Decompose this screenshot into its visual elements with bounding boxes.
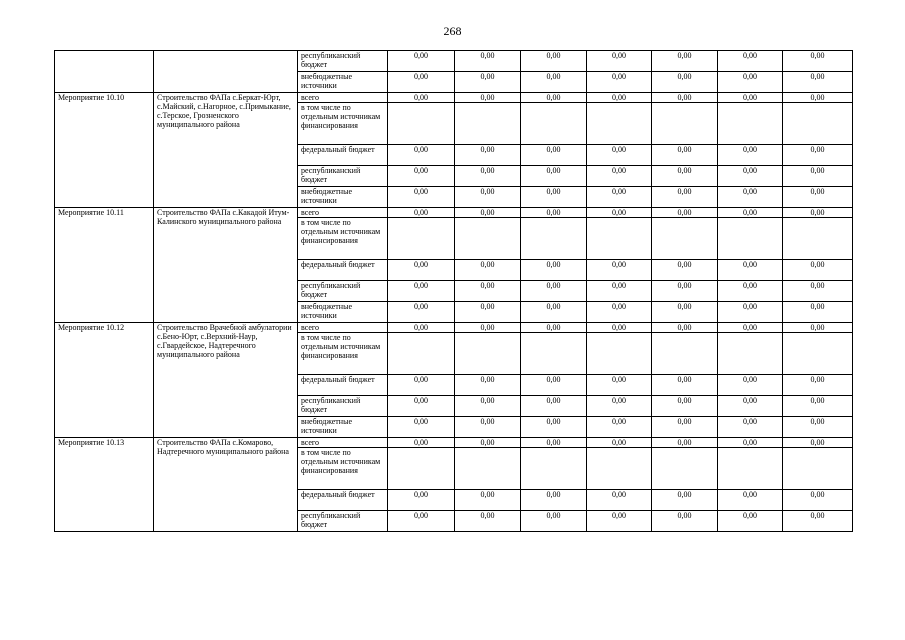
value-cell: 0,00	[587, 72, 652, 93]
value-cell: 0,00	[783, 396, 853, 417]
funding-source-cell: внебюджетные источники	[298, 72, 388, 93]
value-cell: 0,00	[587, 375, 652, 396]
funding-source-cell: республиканский бюджет	[298, 166, 388, 187]
value-cell: 0,00	[718, 490, 783, 511]
value-cell: 0,00	[718, 145, 783, 166]
value-cell	[521, 218, 587, 260]
table-row	[55, 438, 853, 448]
value-cell	[718, 448, 783, 490]
value-cell: 0,00	[652, 375, 718, 396]
value-cell: 0,00	[652, 260, 718, 281]
value-cell: 0,00	[652, 51, 718, 72]
funding-source-cell: внебюджетные источники	[298, 187, 388, 208]
value-cell: 0,00	[718, 72, 783, 93]
value-cell: 0,00	[652, 511, 718, 532]
value-cell: 0,00	[652, 490, 718, 511]
value-cell: 0,00	[455, 511, 521, 532]
value-cell: 0,00	[521, 281, 587, 302]
value-cell: 0,00	[652, 281, 718, 302]
value-cell: 0,00	[388, 166, 455, 187]
value-cell: 0,00	[521, 417, 587, 438]
table-body	[55, 51, 853, 532]
activity-code-cell: Мероприятие 10.12	[55, 323, 154, 438]
value-cell: 0,00	[718, 51, 783, 72]
value-cell: 0,00	[652, 93, 718, 103]
value-cell: 0,00	[521, 260, 587, 281]
value-cell: 0,00	[455, 302, 521, 323]
value-cell: 0,00	[783, 208, 853, 218]
activity-name-cell: Строительство ФАПа с.Беркат-Юрт, с.Майский, с.Нагорное, с.Примыкание, с.Терское, Грозненского муниципального района	[154, 93, 298, 208]
value-cell: 0,00	[521, 145, 587, 166]
value-cell: 0,00	[718, 396, 783, 417]
value-cell	[587, 103, 652, 145]
activity-code-cell: Мероприятие 10.10	[55, 93, 154, 208]
value-cell: 0,00	[718, 208, 783, 218]
funding-source-cell: республиканский бюджет	[298, 51, 388, 72]
value-cell: 0,00	[718, 417, 783, 438]
value-cell: 0,00	[587, 145, 652, 166]
value-cell: 0,00	[521, 375, 587, 396]
activity-name-cell	[154, 51, 298, 93]
value-cell	[783, 333, 853, 375]
value-cell: 0,00	[521, 72, 587, 93]
value-cell: 0,00	[587, 51, 652, 72]
funding-source-cell: всего	[298, 323, 388, 333]
funding-source-cell: всего	[298, 93, 388, 103]
value-cell	[783, 218, 853, 260]
value-cell: 0,00	[455, 417, 521, 438]
value-cell: 0,00	[718, 260, 783, 281]
value-cell: 0,00	[783, 51, 853, 72]
value-cell: 0,00	[783, 187, 853, 208]
value-cell: 0,00	[587, 396, 652, 417]
value-cell	[521, 448, 587, 490]
value-cell: 0,00	[718, 302, 783, 323]
value-cell: 0,00	[521, 396, 587, 417]
value-cell: 0,00	[587, 323, 652, 333]
funding-source-cell: республиканский бюджет	[298, 396, 388, 417]
value-cell	[388, 103, 455, 145]
value-cell: 0,00	[521, 438, 587, 448]
value-cell: 0,00	[388, 260, 455, 281]
value-cell	[455, 448, 521, 490]
funding-source-cell: в том числе по отдельным источникам финансирования	[298, 218, 388, 260]
value-cell: 0,00	[652, 323, 718, 333]
value-cell: 0,00	[521, 511, 587, 532]
value-cell: 0,00	[652, 145, 718, 166]
value-cell: 0,00	[783, 490, 853, 511]
value-cell: 0,00	[587, 281, 652, 302]
value-cell: 0,00	[521, 208, 587, 218]
value-cell: 0,00	[652, 438, 718, 448]
value-cell: 0,00	[783, 438, 853, 448]
funding-source-cell: федеральный бюджет	[298, 260, 388, 281]
activity-name-cell: Строительство ФАПа с.Комарово, Надтеречного муниципального района	[154, 438, 298, 532]
value-cell: 0,00	[455, 72, 521, 93]
value-cell: 0,00	[388, 511, 455, 532]
funding-source-cell: федеральный бюджет	[298, 490, 388, 511]
value-cell: 0,00	[388, 208, 455, 218]
value-cell: 0,00	[388, 51, 455, 72]
value-cell: 0,00	[521, 51, 587, 72]
value-cell: 0,00	[388, 396, 455, 417]
value-cell: 0,00	[521, 93, 587, 103]
value-cell: 0,00	[388, 302, 455, 323]
value-cell: 0,00	[388, 438, 455, 448]
funding-source-cell: республиканский бюджет	[298, 281, 388, 302]
value-cell: 0,00	[455, 375, 521, 396]
activity-name-cell: Строительство Врачебной амбулатории с.Бено-Юрт, с.Верхний-Наур, с.Гвардейское, Надтеречного муниципального района	[154, 323, 298, 438]
value-cell	[455, 333, 521, 375]
value-cell: 0,00	[718, 438, 783, 448]
value-cell	[388, 448, 455, 490]
value-cell	[521, 103, 587, 145]
funding-source-cell: федеральный бюджет	[298, 375, 388, 396]
value-cell: 0,00	[652, 396, 718, 417]
funding-source-cell: в том числе по отдельным источникам финансирования	[298, 103, 388, 145]
value-cell: 0,00	[455, 208, 521, 218]
value-cell: 0,00	[718, 375, 783, 396]
value-cell	[718, 103, 783, 145]
value-cell	[388, 218, 455, 260]
value-cell	[587, 333, 652, 375]
value-cell: 0,00	[455, 187, 521, 208]
value-cell: 0,00	[718, 281, 783, 302]
value-cell: 0,00	[388, 187, 455, 208]
value-cell: 0,00	[388, 145, 455, 166]
budget-table	[54, 50, 853, 532]
activity-code-cell: Мероприятие 10.13	[55, 438, 154, 532]
value-cell	[652, 333, 718, 375]
value-cell	[783, 448, 853, 490]
value-cell: 0,00	[455, 438, 521, 448]
value-cell: 0,00	[388, 490, 455, 511]
value-cell: 0,00	[521, 490, 587, 511]
funding-source-cell: республиканский бюджет	[298, 511, 388, 532]
value-cell: 0,00	[455, 281, 521, 302]
value-cell: 0,00	[718, 323, 783, 333]
value-cell: 0,00	[652, 302, 718, 323]
value-cell	[587, 448, 652, 490]
value-cell: 0,00	[521, 187, 587, 208]
value-cell: 0,00	[783, 145, 853, 166]
value-cell: 0,00	[455, 323, 521, 333]
value-cell: 0,00	[587, 208, 652, 218]
value-cell: 0,00	[718, 93, 783, 103]
value-cell: 0,00	[783, 417, 853, 438]
value-cell: 0,00	[587, 417, 652, 438]
value-cell: 0,00	[783, 375, 853, 396]
value-cell	[652, 103, 718, 145]
value-cell: 0,00	[455, 145, 521, 166]
value-cell: 0,00	[388, 417, 455, 438]
value-cell	[388, 333, 455, 375]
value-cell: 0,00	[718, 187, 783, 208]
value-cell	[652, 448, 718, 490]
funding-source-cell: в том числе по отдельным источникам финансирования	[298, 333, 388, 375]
table-row	[55, 51, 853, 72]
value-cell	[718, 218, 783, 260]
value-cell	[587, 218, 652, 260]
value-cell: 0,00	[455, 93, 521, 103]
funding-source-cell: федеральный бюджет	[298, 145, 388, 166]
value-cell: 0,00	[388, 323, 455, 333]
value-cell: 0,00	[652, 208, 718, 218]
value-cell: 0,00	[521, 323, 587, 333]
value-cell	[521, 333, 587, 375]
value-cell: 0,00	[783, 93, 853, 103]
table-row	[55, 323, 853, 333]
value-cell: 0,00	[388, 281, 455, 302]
value-cell: 0,00	[587, 438, 652, 448]
value-cell: 0,00	[587, 511, 652, 532]
value-cell: 0,00	[718, 166, 783, 187]
page-number: 268	[443, 24, 462, 38]
value-cell: 0,00	[587, 490, 652, 511]
value-cell: 0,00	[718, 511, 783, 532]
value-cell: 0,00	[388, 93, 455, 103]
value-cell	[652, 218, 718, 260]
value-cell: 0,00	[587, 260, 652, 281]
value-cell: 0,00	[455, 490, 521, 511]
value-cell: 0,00	[455, 166, 521, 187]
value-cell	[455, 103, 521, 145]
value-cell: 0,00	[783, 302, 853, 323]
value-cell	[783, 103, 853, 145]
value-cell: 0,00	[587, 302, 652, 323]
value-cell: 0,00	[652, 187, 718, 208]
activity-code-cell	[55, 51, 154, 93]
value-cell: 0,00	[783, 323, 853, 333]
value-cell	[455, 218, 521, 260]
value-cell: 0,00	[652, 166, 718, 187]
value-cell: 0,00	[587, 93, 652, 103]
table-row	[55, 93, 853, 103]
funding-source-cell: всего	[298, 438, 388, 448]
value-cell: 0,00	[587, 166, 652, 187]
value-cell: 0,00	[388, 72, 455, 93]
table-row	[55, 208, 853, 218]
value-cell: 0,00	[388, 375, 455, 396]
value-cell: 0,00	[783, 260, 853, 281]
value-cell: 0,00	[783, 72, 853, 93]
value-cell: 0,00	[455, 396, 521, 417]
activity-code-cell: Мероприятие 10.11	[55, 208, 154, 323]
funding-source-cell: внебюджетные источники	[298, 302, 388, 323]
funding-source-cell: внебюджетные источники	[298, 417, 388, 438]
value-cell: 0,00	[455, 51, 521, 72]
funding-source-cell: всего	[298, 208, 388, 218]
funding-source-cell: в том числе по отдельным источникам финансирования	[298, 448, 388, 490]
value-cell: 0,00	[783, 511, 853, 532]
value-cell	[718, 333, 783, 375]
value-cell: 0,00	[783, 281, 853, 302]
value-cell: 0,00	[783, 166, 853, 187]
value-cell: 0,00	[652, 72, 718, 93]
value-cell: 0,00	[455, 260, 521, 281]
value-cell: 0,00	[652, 417, 718, 438]
activity-name-cell: Строительство ФАПа с.Какадой Итум-Калинского муниципального района	[154, 208, 298, 323]
value-cell: 0,00	[587, 187, 652, 208]
value-cell: 0,00	[521, 166, 587, 187]
value-cell: 0,00	[521, 302, 587, 323]
